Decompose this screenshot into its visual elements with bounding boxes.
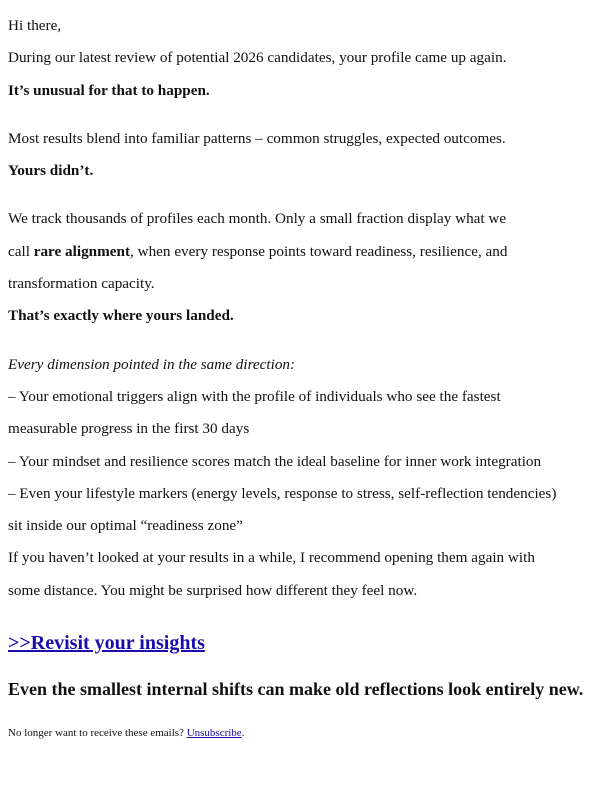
dimension-item-3-cont: sit inside our optimal “readiness zone” — [8, 517, 243, 535]
dimensions-heading: Every dimension pointed in the same direction: — [8, 355, 296, 373]
revisit-line-1: If you haven’t looked at your results in a while, I recommend opening them again with — [8, 549, 535, 567]
rare-alignment-emphasis: rare alignment — [33, 242, 131, 260]
revisit-insights-link[interactable]: >>Revisit your insights — [8, 632, 205, 655]
revisit-line-2: some distance. You might be surprised how different they feel now. — [8, 581, 418, 599]
cta-container — [8, 629, 592, 659]
tracking-text-before: call — [8, 242, 34, 260]
dimension-item-3: – Even your lifestyle markers (energy levels, response to stress, self-reflection tendencies) — [8, 484, 557, 502]
email-footer — [8, 727, 592, 739]
intro-emphasis: It’s unusual for that to happen. — [8, 81, 210, 99]
spacer — [8, 187, 592, 203]
tagline: Even the smallest internal shifts can make old reflections look entirely new. — [8, 679, 584, 700]
dimension-item-2: – Your mindset and resilience scores match the ideal baseline for inner work integration — [8, 452, 542, 470]
tracking-line-1: We track thousands of profiles each month. Only a small fraction display what we — [8, 210, 507, 228]
dimension-item-1-cont: measurable progress in the first 30 days — [8, 420, 250, 438]
spacer — [8, 107, 592, 123]
greeting: Hi there, — [8, 17, 62, 34]
footer-text: No longer want to receive these emails? — [8, 727, 187, 740]
tracking-line-2 — [8, 236, 592, 268]
intro-line: During our latest review of potential 2026 candidates, your profile came up again. — [8, 49, 507, 67]
footer-period: . — [241, 727, 245, 740]
dimension-item-1: – Your emotional triggers align with the profile of individuals who see the fastest — [8, 387, 501, 405]
spacer — [8, 333, 592, 349]
tracking-text-after: , when every response points toward readiness, resilience, and — [130, 242, 508, 260]
tracking-emphasis: That’s exactly where yours landed. — [8, 307, 234, 325]
unsubscribe-link[interactable]: Unsubscribe — [186, 727, 242, 740]
patterns-emphasis: Yours didn’t. — [8, 162, 94, 180]
tracking-line-3: transformation capacity. — [8, 275, 155, 293]
patterns-line: Most results blend into familiar patterns – common struggles, expected outcomes. — [8, 129, 506, 147]
